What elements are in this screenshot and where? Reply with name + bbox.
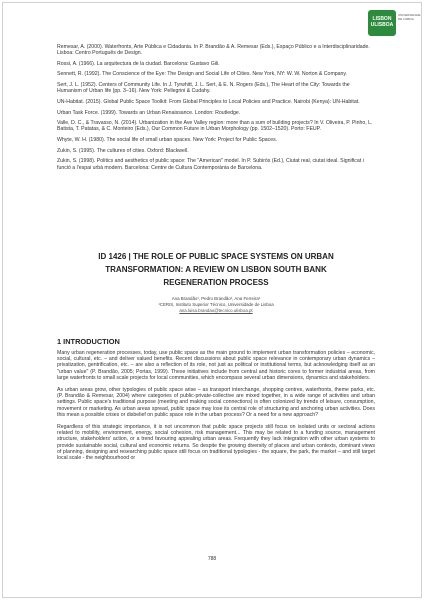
reference-item: Valle, D. C., & Travasso, N. (2014). Urbanization in the Ave Valley region: more than a sum of building projects? In V. Oliveira, P. Pinho, L. Batista, T. Patatas, & C. Monteiro (Eds.), Our Common Future in Urban Morphology (pp. 1502–1520). Porto: FEUP. (57, 120, 373, 133)
paper-title (57, 250, 375, 289)
reference-item: Whyte, W. H. (1980). The social life of small urban spaces. New York: Project for Public Spaces. (57, 137, 278, 144)
logo-badge (368, 10, 396, 36)
university-logo (368, 10, 421, 36)
title-line: ID 1426 | THE ROLE OF PUBLIC SPACE SYSTEMS ON URBAN (98, 252, 334, 261)
author-names: Ana Brandão¹, Pedro Brandão¹, Ana Ferreira¹ (171, 296, 261, 301)
author-affiliation: ¹CERIS, Instituto Superior Técnico, Universidade de Lisboa (158, 302, 274, 308)
reference-item: Rossi, A. (1966). La arquitectura de la ciudad. Barcelona: Gustavo Gili. (57, 60, 220, 67)
page-number: 788 (207, 556, 217, 562)
body-paragraph: Regardless of this strategic importance, it is not uncommon that public space projects still focus on isolated units or sectoral actions related to mobility, environment, energy, social cohesion, risk management... This may be related to a funding source, management structure, stakeholders' action, or a trend favouring appealing urban areas. Frequently they lack integration with other urban systems to provide sustainable social, cultural and economic returns. So despite the growing diversity of places and urban contexts, dominant views of planning, designing and researching public space still focus on traditional typologies - the square, the park, the market – and still target local scale - the neighbourhood or (57, 424, 375, 462)
reference-item: Urban Task Force. (1999). Towards an Urban Renaissance. London: Routledge. (57, 109, 241, 116)
reference-item: Sert, J. L. (1952). Centers of Community Life. In J. Tyrwhitt, J. L. Sert, & E. N. Rogers (Eds.), The Heart of the City: Towards the Humanism of Urban life (pp. 3–16). New York: Pellegrini & Cudahy. (57, 82, 350, 95)
section-heading: 1 INTRODUCTION (57, 337, 120, 346)
section-body (57, 350, 375, 467)
title-line: TRANSFORMATION: A REVIEW ON LISBON SOUTH BANK (105, 265, 327, 274)
title-line: REGENERATION PROCESS (163, 278, 269, 287)
reference-item: UN-Habitat. (2015). Global Public Space Toolkit: From Global Principles to Local Policies and Practice. Nairobi (Kenya): UN-Habitat. (57, 98, 360, 105)
reference-list (57, 44, 375, 175)
logo-side-text: UNIVERSIDADE DE LISBOA (398, 13, 421, 21)
logo-sub-text: ULISBOA (370, 22, 394, 28)
reference-item: Sennett, R. (1992). The Conscience of the Eye: The Design and Social Life of Cities. New York, NY: W. W. Norton & Company. (57, 71, 348, 78)
reference-item: Zukin, S. (1995). The cultures of cities. Oxford: Blackwell. (57, 147, 189, 154)
body-paragraph: Many urban regeneration processes, today, use public space as the main ground to implement urban transformation policies – economic, social, cultural, etc. – and deliver valued benefits. Recent discussions about public space relevance in contemporary urban dynamics – privatization, gentrification, etc. – are also a reflection of its role, not just as political or institutional terms, but acknowledging itself as an "urban value" (P. Brandão, 2005; Portas, 1999). These initiatives include from central and historic cores to former industrial areas, from large waterfronts to small scale projects for local communities, which encompass several urban dimensions, dynamics and stakeholders. (57, 350, 375, 381)
logo-main-text: LISBON (372, 16, 392, 22)
reference-item: Remesar, A. (2000). Waterfronts, Arte Pública e Cidadania. In P. Brandão & A. Remesar (Eds.), Espaço Público e a Interdisciplinaridade. Lisboa: Centro Português de Design. (57, 44, 370, 57)
author-block (57, 296, 375, 315)
reference-item: Zukin, S. (1998). Politics and aesthetics of public space: The "American" model. In P. Subirós (Ed.), Ciutat real, ciutat ideal. Significat i funció a l'espai urbà modern. Barcelona: Centre de Cultura Contemporània de Barcelona. (57, 158, 364, 171)
author-email-link[interactable]: ana.luisa.brandao@tecnico.ulisboa.pt (179, 308, 253, 314)
body-paragraph: As urban areas grow, other typologies of public space arise – as transport interchange, shopping centres, waterfronts, theme parks, etc. (P. Brandão & Remesar, 2004) where categories of public-private-collective are mixed together, in a wide range of activities and urban settings. Public space's traditional purpose (meeting and making social connections) is often colonized by trends of leisure, consumption, movement or marketing. As urban areas spread, public space may lose its central role of structuring and anchoring urban activities. Does this mean a possible crises or disbelief on public space role in the urban process? Or a need for a new approach? (57, 387, 375, 418)
